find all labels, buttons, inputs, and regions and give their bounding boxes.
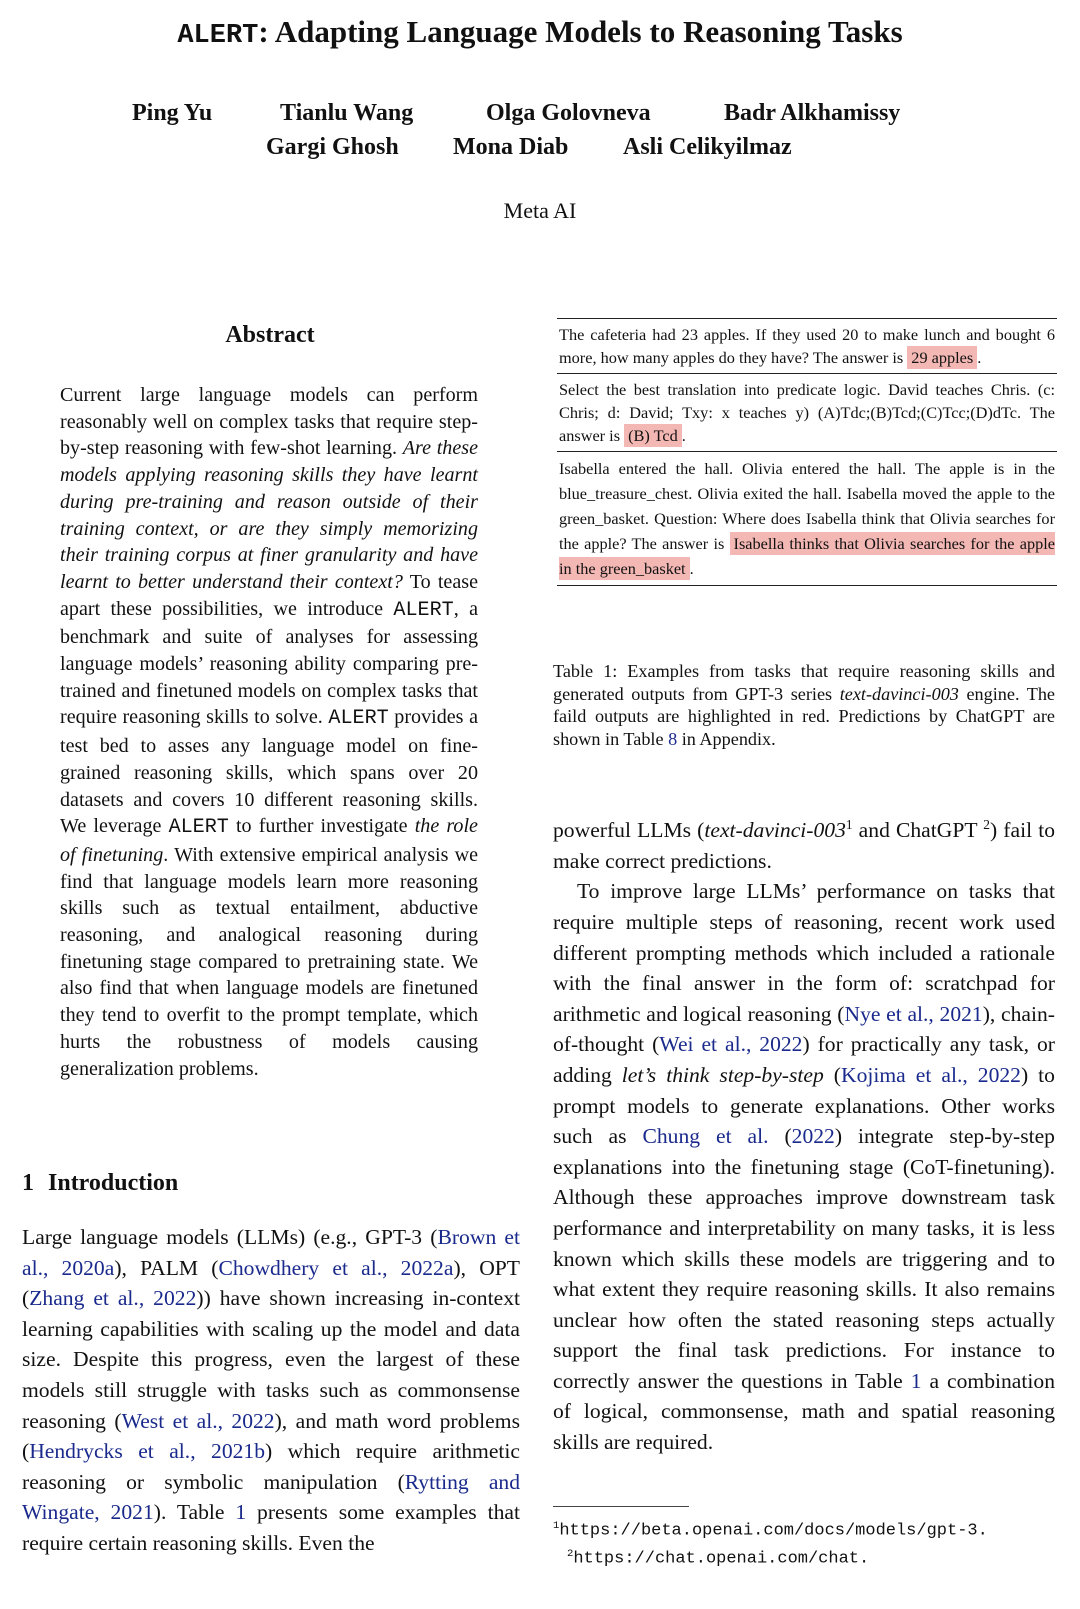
footnote-url[interactable]: https://chat.openai.com/chat (573, 1549, 859, 1569)
footnote-divider (553, 1506, 689, 1507)
paragraph: To improve large LLMs’ performance on tasks that require multiple steps of reasoning, recent work used different prompting methods which included a rationale with the final answer in the form of: scratchpad for arithmetic and logical reasoning (Nye et al., 2021), chain-of-thought (Wei et al., 2022) for practically any task, or adding let’s think step-by-step (Kojima et al., 2022) to prompt models to generate explanations. Other works such as Chung et al. (2022) integrate step-by-step explanations into the finetuning stage (CoT-finetuning). Although these approaches improve downstream task performance and interpretability on many tasks, it is less known which skills these models are triggering and to what extent they require reasoning skills. It also remains unclear how often the stated reasoning steps actually support the final task predictions. For instance to correctly answer the questions in Table 1 a combination of logical, commonsense, math and spatial reasoning skills are required. (553, 879, 1055, 1455)
citation-link[interactable]: Zhang et al., 2022 (29, 1286, 197, 1311)
title-rest: : Adapting Language Models to Reasoning Tasks (258, 14, 903, 49)
citation-link[interactable]: Chung et al. (642, 1124, 769, 1149)
table-ref-link[interactable]: 8 (668, 728, 678, 749)
section-title: Introduction (48, 1170, 179, 1196)
author-name: Tianlu Wang (280, 100, 414, 126)
citation-link[interactable]: Nye et al., 2021 (844, 1001, 983, 1026)
citation-link[interactable]: Brown et al., 2020a (22, 1225, 520, 1280)
failed-answer-highlight: Isabella thinks that Olivia searches for the apple in the green_basket (559, 534, 1055, 578)
examples-table (557, 318, 1057, 586)
section-heading (22, 1170, 178, 1197)
abstract-heading: Abstract (225, 322, 315, 348)
author-name: Gargi Ghosh (266, 134, 399, 160)
paragraph: powerful LLMs ($text-davinci-003^1$ and ChatGPT $^2$) fail to make correct predictions. (553, 817, 1055, 873)
affiliation: Meta AI (503, 198, 577, 223)
table-row: Isabella entered the hall. Olivia entered the hall. The apple is in the blue_treasure_chest. Olivia exited the hall. Isabella moved the apple to the green_basket. Question: Where does Isabella think that Olivia searches for the apple? The answer is Isabella thinks that Olivia searches for the apple in the green_basket . (557, 451, 1057, 585)
citation-link[interactable]: Kojima et al., 2022 (840, 1062, 1021, 1087)
footnote-marker[interactable]: 2 (983, 817, 990, 832)
author-name: Ping Yu (132, 100, 213, 126)
author-name: Asli Celikyilmaz (623, 134, 792, 160)
footnotes (553, 1515, 1053, 1570)
footnote-2: $^2$https://chat.openai.com/chat. (567, 1547, 870, 1569)
table-row: The cafeteria had 23 apples. If they used 20 to make lunch and bought 6 more, how many apples do they have? The answer is 29 apples . (559, 325, 1055, 367)
citation-link[interactable]: Rytting and Wingate, 2021 (22, 1469, 520, 1525)
author-name: Mona Diab (453, 134, 569, 160)
footnote-marker[interactable]: 1 (845, 817, 853, 832)
intro-paragraph: Large language models (LLMs) (e.g., GPT-3 (Brown et al., 2020a), PALM (Chowdhery et al., 2022a), OPT (Zhang et al., 2022)) have shown increasing in-context learning capabilities with scaling up the model and data size. Despite this progress, even the largest of these models still struggle with tasks such as commonsense reasoning (West et al., 2022), and math word problems (Hendrycks et al., 2021b) which require arithmetic reasoning or symbolic manipulation (Rytting and Wingate, 2021). Table 1 presents some examples that require certain reasoning skills. Even the (22, 1225, 520, 1555)
title-alert: ALERT (177, 21, 259, 51)
right-column-text (553, 810, 1055, 1458)
citation-link[interactable]: West et al., 2022 (121, 1408, 275, 1433)
author-name: Olga Golovneva (486, 100, 651, 126)
footnote-url[interactable]: https://beta.openai.com/docs/models/gpt-3 (559, 1521, 978, 1541)
abstract-body: Current large language models can perform reasonably well on complex tasks that require step-by-step reasoning with few-shot learning. Are these models applying reasoning skills they have learnt during pre-training and reason outside of their training context, or are they simply memorizing their training corpus at finer granularity and have learnt to better understand their context? To tease apart these possibilities, we introduce ALERT, a benchmark and suite of analyses for assessing language models’ reasoning ability comparing pre-trained and finetuned models on complex tasks that require reasoning skills to solve. ALERT provides a test bed to asses any language model on fine-grained reasoning skills, which spans over 20 datasets and covers 10 different reasoning skills. We leverage ALERT to further investigate the role of finetuning. With extensive empirical analysis we find that language models learn more reasoning skills such as textual entailment, abductive reasoning, and analogical reasoning during finetuning stage compared to pretraining state. We also find that when language models are finetuned they tend to overfit to the prompt template, which hurts the robustness of models causing generalization problems. (60, 384, 479, 1080)
failed-answer-highlight: 29 apples (907, 346, 977, 369)
table-ref-link[interactable]: 1 (235, 1500, 247, 1525)
failed-answer-highlight: (B) Tcd (624, 424, 682, 447)
paper-title (0, 14, 1080, 51)
footnote-1: $^1$https://beta.openai.com/docs/models/gpt-3. (553, 1520, 988, 1541)
table-row: Select the best translation into predicate logic. David teaches Chris. (c: Chris; d: David; Txy: x teaches y) (A)Tdc;(B)Tcd;(C)Tcc;(D)dTc. The answer is (B) Tcd . (557, 373, 1057, 451)
table-ref-link[interactable]: 1 (910, 1368, 922, 1393)
citation-link[interactable]: Hendrycks et al., 2021b (29, 1439, 266, 1464)
citation-link[interactable]: Wei et al., 2022 (659, 1032, 803, 1057)
citation-link[interactable]: Chowdhery et al., 2022a (218, 1255, 454, 1280)
citation-link[interactable]: 2022 (791, 1124, 835, 1149)
section-number: 1 (22, 1170, 34, 1196)
table-caption: Table 1: Examples from tasks that require reasoning skills and generated outputs from GPT-3 series text-davinci-003 engine. The faild outputs are highlighted in red. Predictions by ChatGPT are shown in Table 8 in Appendix. (553, 661, 1056, 749)
author-name: Badr Alkhamissy (724, 100, 901, 126)
